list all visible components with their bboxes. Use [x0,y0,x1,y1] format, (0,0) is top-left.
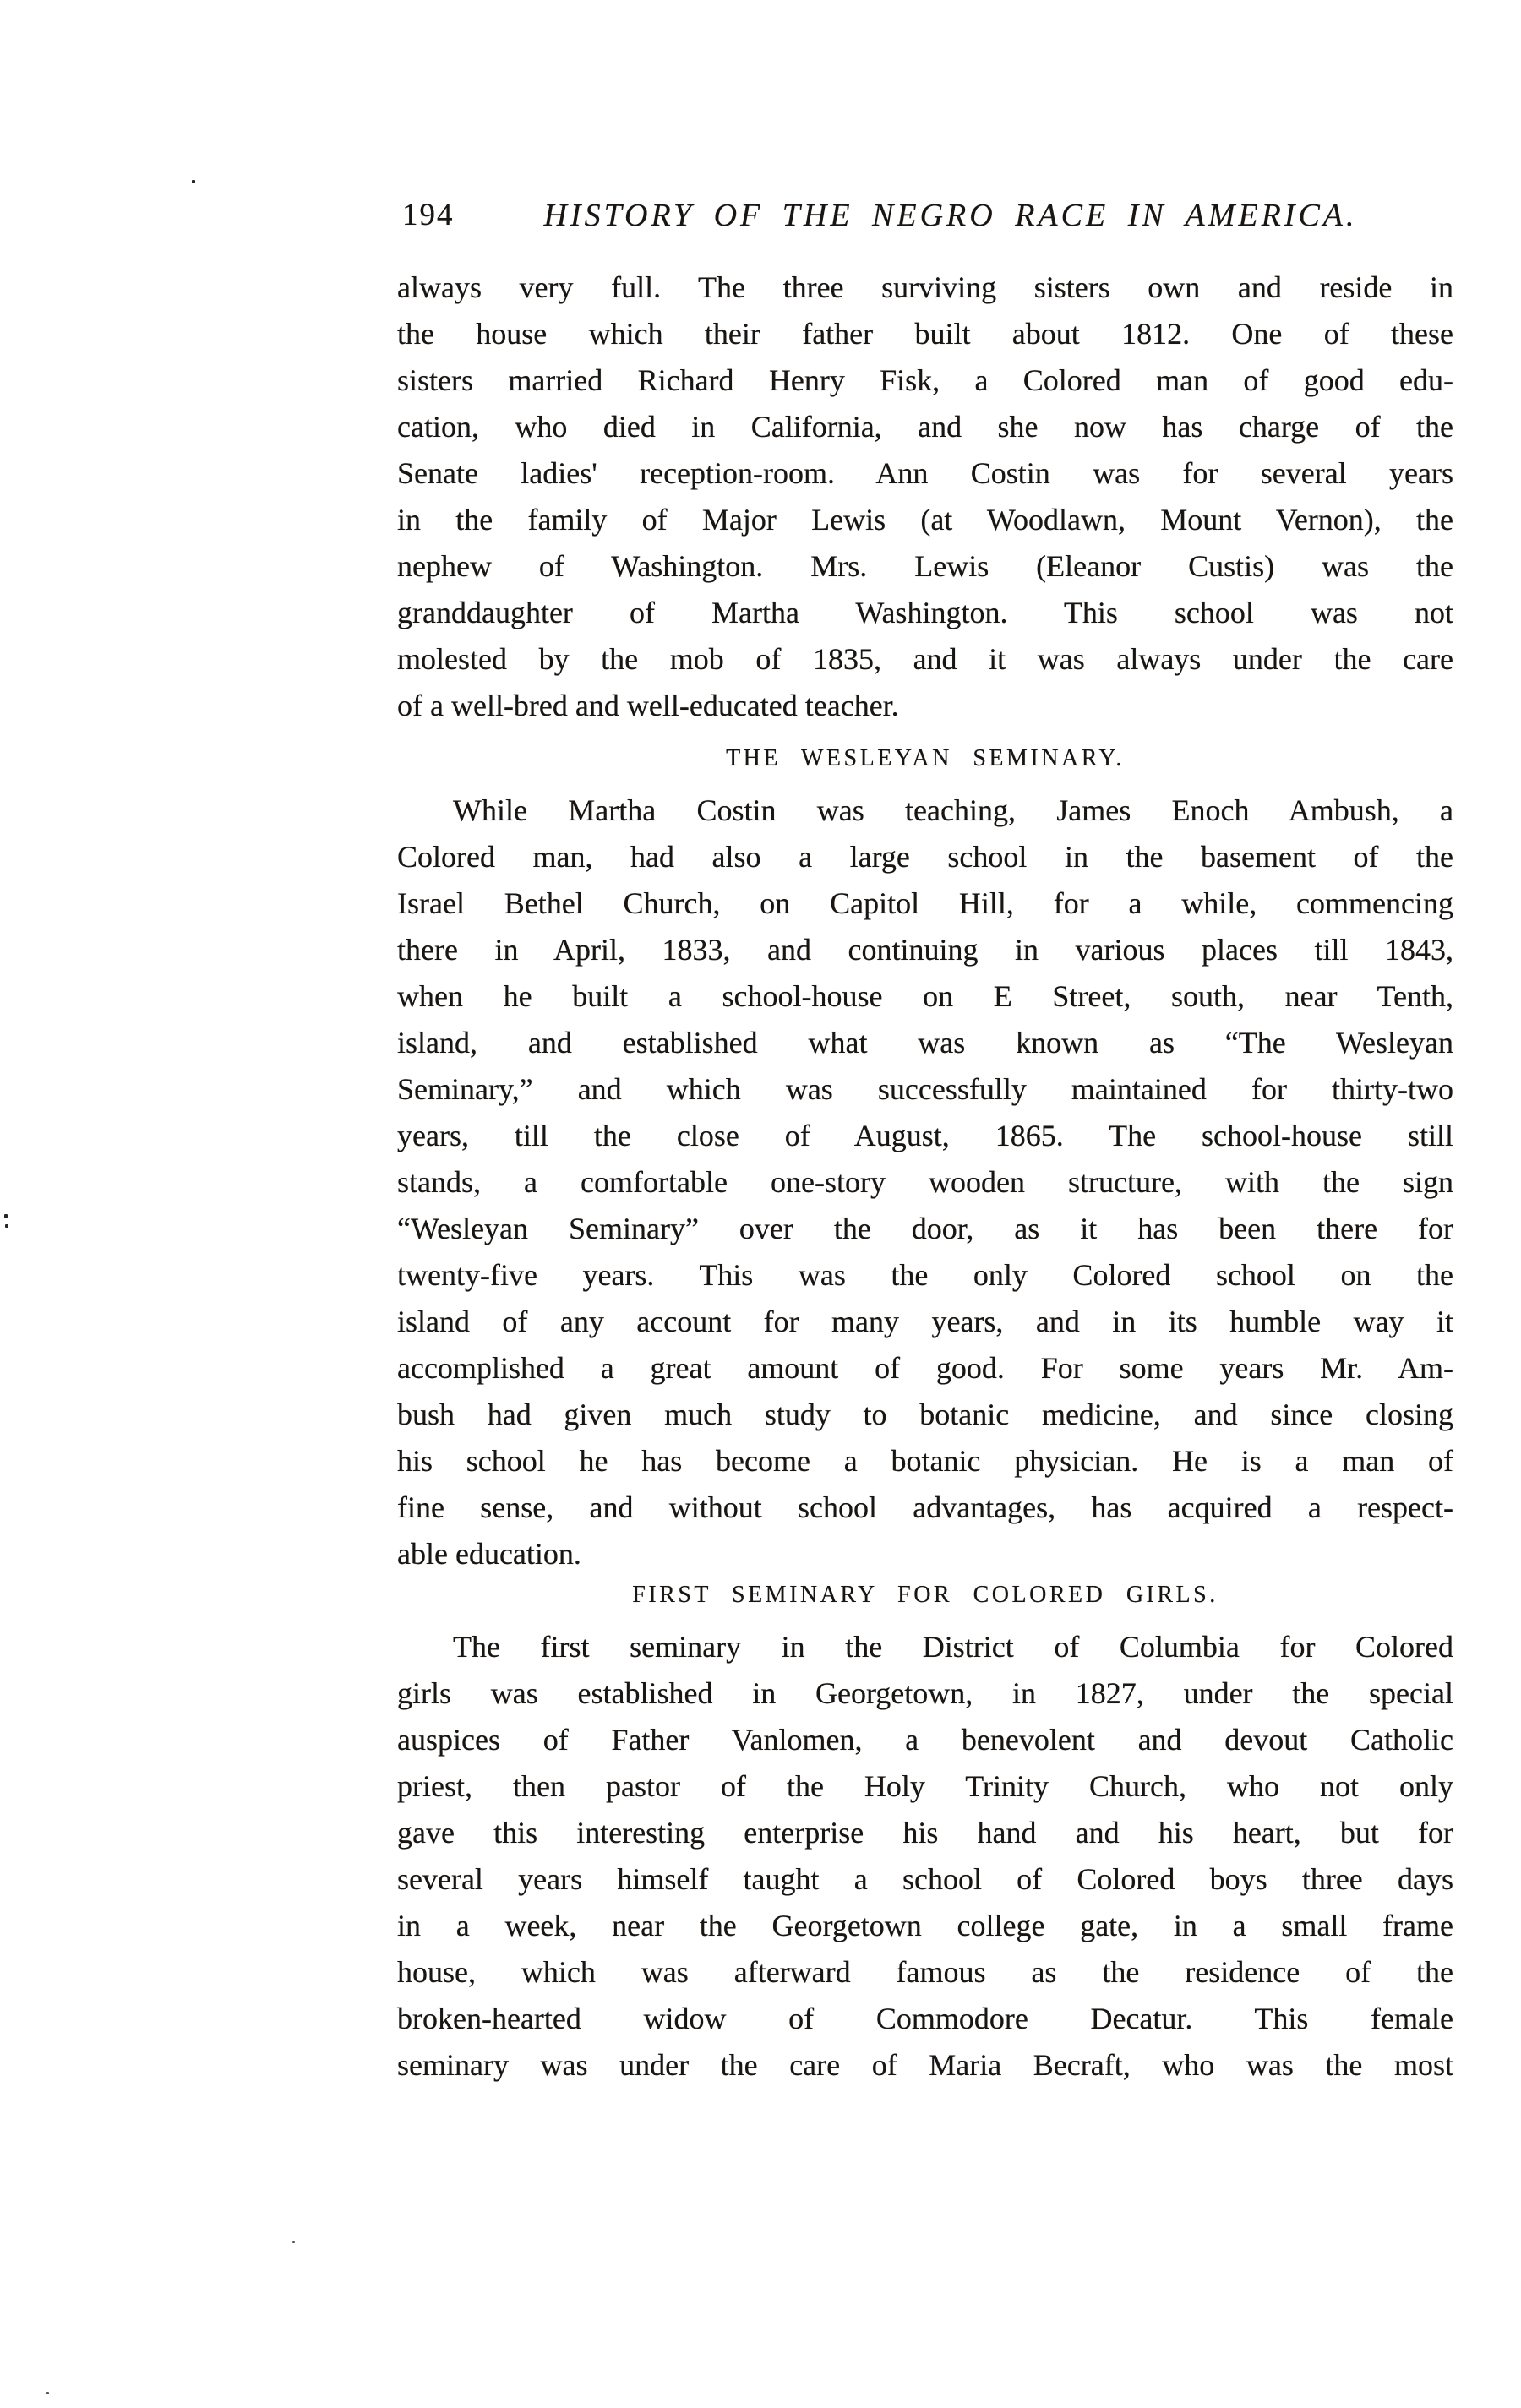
scan-speck [5,1224,8,1228]
page-number: 194 [402,198,455,232]
scan-speck [46,2392,49,2394]
text-line: island of any account for many years, and in its humble way it [397,1305,1453,1338]
scan-speck [292,2241,295,2243]
text-line: twenty-five years. This was the only Colored school on the [397,1258,1453,1292]
text-line: in the family of Major Lewis (at Woodlawn, Mount Vernon), the [397,503,1453,537]
text-line: Seminary,” and which was successfully maintained for thirty-two [397,1072,1453,1106]
text-line: gave this interesting enterprise his hand and his heart, but for [397,1816,1453,1850]
text-line: priest, then pastor of the Holy Trinity Church, who not only [397,1769,1453,1803]
paragraph-first-seminary [397,1624,1453,2089]
text-line: accomplished a great amount of good. For some years Mr. Am- [397,1351,1453,1385]
text-line: there in April, 1833, and continuing in various places till 1843, [397,933,1453,967]
paragraph-mob-school [397,264,1453,729]
text-line: several years himself taught a school of Colored boys three days [397,1862,1453,1896]
scan-speck [4,1214,8,1218]
paragraph-wesleyan-seminary [397,787,1453,1577]
text-line: “Wesleyan Seminary” over the door, as it has been there for [397,1212,1453,1245]
text-line: when he built a school-house on E Street, south, near Tenth, [397,979,1453,1013]
text-line: Israel Bethel Church, on Capitol Hill, for a while, commencing [397,886,1453,920]
text-line: While Martha Costin was teaching, James Enoch Ambush, a [453,793,1453,827]
text-line: years, till the close of August, 1865. The school-house still [397,1119,1453,1152]
text-line: broken-hearted widow of Commodore Decatur. This female [397,2002,1453,2035]
text-line: seminary was under the care of Maria Becraft, who was the most [397,2048,1453,2082]
text-line: bush had given much study to botanic medicine, and since closing [397,1397,1453,1431]
running-header [397,194,1453,237]
scan-speck [192,180,195,183]
text-line: house, which was afterward famous as the residence of the [397,1955,1453,1989]
text-line: in a week, near the Georgetown college gate, in a small frame [397,1909,1453,1942]
text-line: his school he has become a botanic physician. He is a man of [397,1444,1453,1478]
section-heading-first-seminary: FIRST SEMINARY FOR COLORED GIRLS. [632,1582,1218,1608]
text-line: Senate ladies' reception-room. Ann Costin was for several years [397,456,1453,490]
text-line: of a well-bred and well-educated teacher. [397,689,899,722]
text-line: sisters married Richard Henry Fisk, a Colored man of good edu- [397,363,1453,397]
running-title: HISTORY OF THE NEGRO RACE IN AMERICA. [543,198,1358,233]
section-heading-wesleyan-seminary: THE WESLEYAN SEMINARY. [726,745,1125,771]
text-line: Colored man, had also a large school in the basement of the [397,840,1453,874]
text-line: molested by the mob of 1835, and it was always under the care [397,642,1453,676]
text-line: The first seminary in the District of Columbia for Colored [453,1630,1453,1664]
text-line: the house which their father built about 1812. One of these [397,317,1453,351]
text-line: island, and established what was known as “The Wesleyan [397,1026,1453,1060]
text-line: able education. [397,1537,581,1571]
text-line: granddaughter of Martha Washington. This school was not [397,596,1453,629]
text-line: cation, who died in California, and she now has charge of the [397,410,1453,444]
text-line: fine sense, and without school advantages, has acquired a respect- [397,1490,1453,1524]
text-line: nephew of Washington. Mrs. Lewis (Eleanor Custis) was the [397,549,1453,583]
text-line: auspices of Father Vanlomen, a benevolent and devout Catholic [397,1723,1453,1757]
text-line: girls was established in Georgetown, in 1827, under the special [397,1676,1453,1710]
text-line: always very full. The three surviving sisters own and reside in [397,270,1453,304]
text-line: stands, a comfortable one-story wooden structure, with the sign [397,1165,1453,1199]
